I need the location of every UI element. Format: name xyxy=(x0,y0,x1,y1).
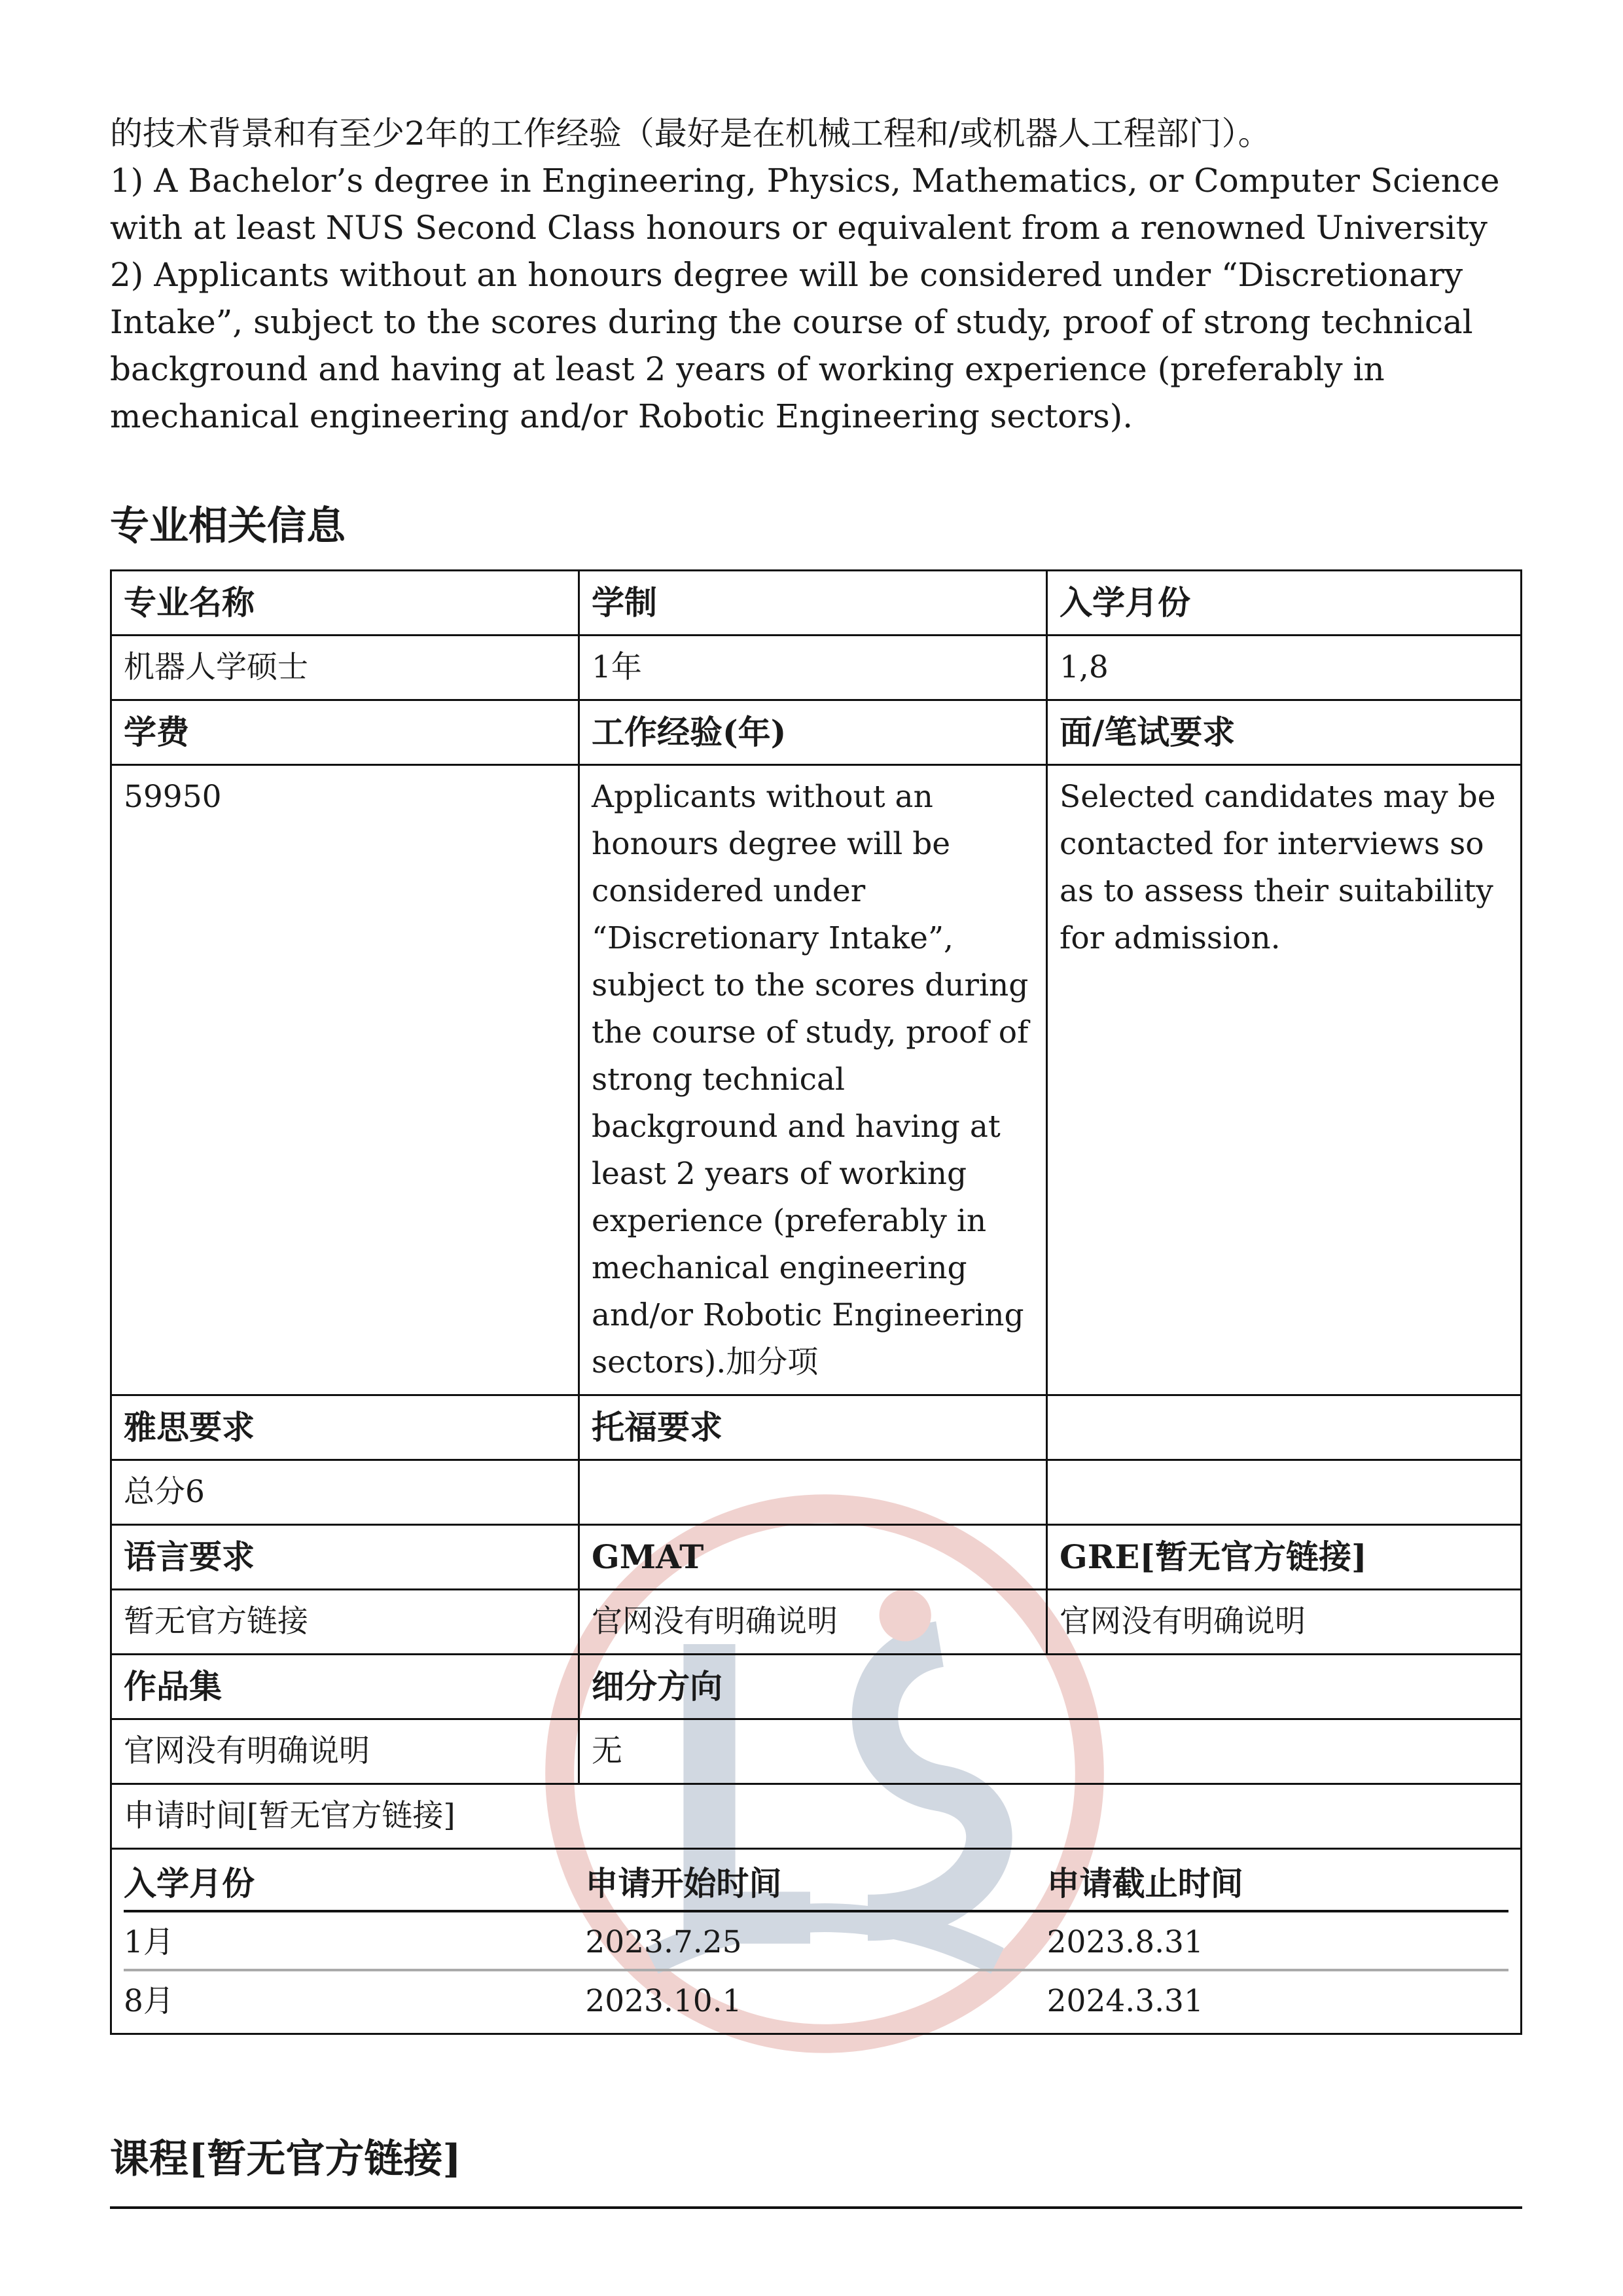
cell-toefl xyxy=(579,1460,1047,1525)
schedule-cell: 8月 xyxy=(124,1983,174,2019)
cell-gmat: 官网没有明确说明 xyxy=(579,1590,1047,1655)
cell-work-experience: Applicants without an honours degree will be considered under “Discretionary Intake”, subject to the scores during the course of study, proof of strong technical background and having at least 2 years of working experience (preferably in mechanical engineering and/or Robotic Engineering sectors).加分项 xyxy=(579,765,1047,1395)
header-gre: GRE[暂无官方链接] xyxy=(1047,1525,1522,1590)
program-info-table xyxy=(110,569,1522,2035)
table-row xyxy=(124,1970,1508,2028)
schedule-header-start: 申请开始时间 xyxy=(585,1850,1046,1911)
schedule-header-intake: 入学月份 xyxy=(124,1850,585,1911)
cell-application-time: 申请时间[暂无官方链接] xyxy=(111,1784,1522,1849)
cell-gre: 官网没有明确说明 xyxy=(1047,1590,1522,1655)
application-schedule-table xyxy=(124,1850,1508,2028)
cell-direction: 无 xyxy=(579,1719,1522,1784)
requirements-text xyxy=(110,110,1522,440)
header-intake-month: 入学月份 xyxy=(1047,571,1522,636)
section-title-courses: 课程[暂无官方链接] xyxy=(110,2136,461,2182)
schedule-cell: 2023.7.25 xyxy=(585,1911,1046,1970)
schedule-header-deadline: 申请截止时间 xyxy=(1047,1850,1508,1911)
header-ielts: 雅思要求 xyxy=(111,1395,579,1460)
header-direction: 细分方向 xyxy=(579,1655,1522,1719)
requirements-en-1: 1) A Bachelor’s degree in Engineering, Physics, Mathematics, or Computer Science with at least NUS Second Class honours or equivalent from a renowned University xyxy=(110,162,1500,247)
cell-tuition: 59950 xyxy=(111,765,579,1395)
section-title-program-info: 专业相关信息 xyxy=(110,503,346,549)
schedule-cell: 2023.8.31 xyxy=(1047,1911,1508,1970)
cell-ielts: 总分6 xyxy=(111,1460,579,1525)
requirements-cn-tail: 的技术背景和有至少2年的工作经验（最好是在机械工程和/或机器人工程部门）。 xyxy=(110,115,1271,152)
schedule-cell: 1月 xyxy=(124,1911,585,1970)
cell-language: 暂无官方链接 xyxy=(111,1590,579,1655)
header-program-name: 专业名称 xyxy=(111,571,579,636)
cell-empty-header xyxy=(1047,1395,1522,1460)
header-portfolio: 作品集 xyxy=(111,1655,579,1719)
header-duration: 学制 xyxy=(579,571,1047,636)
cell-program-name: 机器人学硕士 xyxy=(111,636,579,700)
header-interview: 面/笔试要求 xyxy=(1047,700,1522,765)
header-language: 语言要求 xyxy=(111,1525,579,1590)
header-gmat: GMAT xyxy=(579,1525,1047,1590)
schedule-container xyxy=(111,1849,1522,2034)
header-work-experience: 工作经验(年) xyxy=(579,700,1047,765)
table-row xyxy=(124,1911,1508,1970)
header-toefl: 托福要求 xyxy=(579,1395,1047,1460)
section-divider xyxy=(110,2206,1522,2209)
requirements-en-2: 2) Applicants without an honours degree will be considered under “Discretionary Intake”, subject to the scores during the course of study, proof of strong technical background and having at least 2 years of working experience (preferably in mechanical engineering and/or Robotic Engineering sectors). xyxy=(110,256,1473,435)
cell-duration: 1年 xyxy=(579,636,1047,700)
schedule-cell: 2023.10.1 xyxy=(585,1983,742,2019)
document-page xyxy=(110,110,1522,2209)
cell-portfolio: 官网没有明确说明 xyxy=(111,1719,579,1784)
schedule-cell: 2024.3.31 xyxy=(1046,1983,1204,2019)
cell-intake-month: 1,8 xyxy=(1047,636,1522,700)
header-tuition: 学费 xyxy=(111,700,579,765)
cell-empty xyxy=(1047,1460,1522,1525)
cell-interview: Selected candidates may be contacted for interviews so as to assess their suitability for admission. xyxy=(1047,765,1522,1395)
